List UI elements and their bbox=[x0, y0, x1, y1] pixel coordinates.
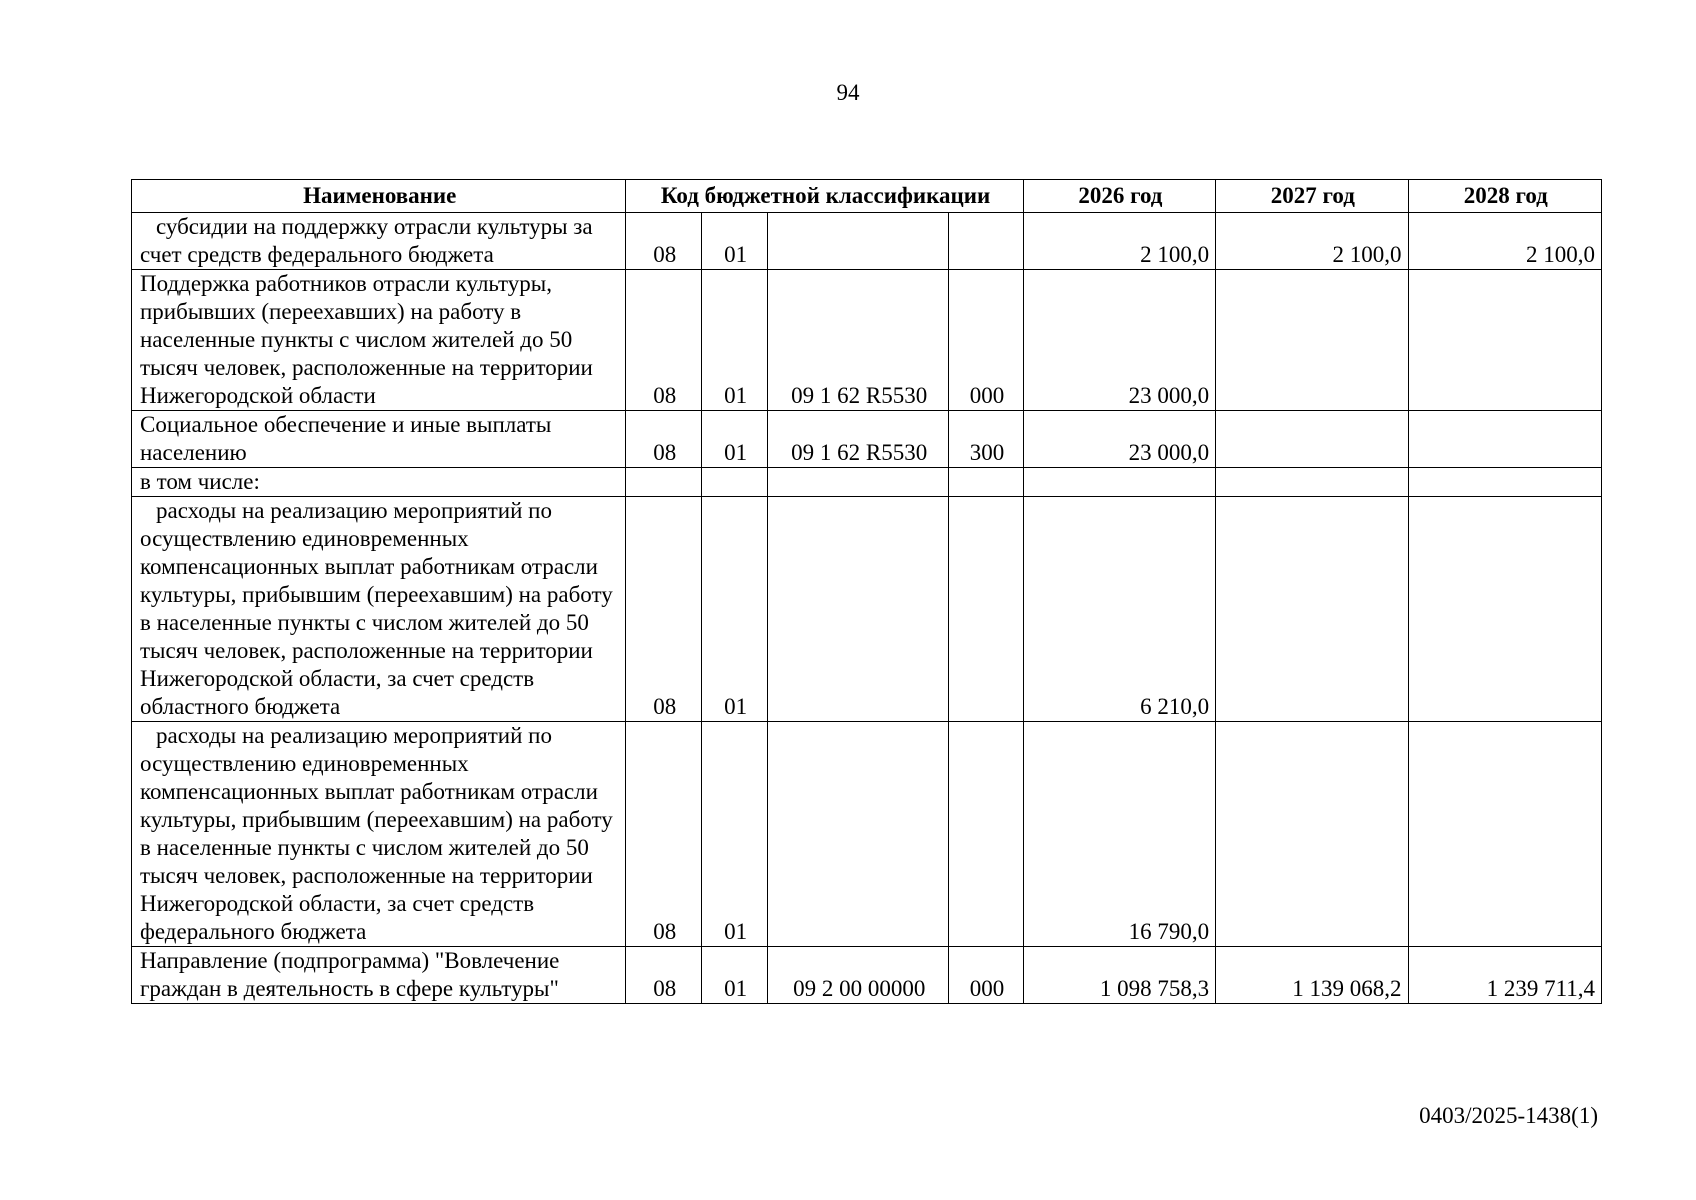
table-row bbox=[132, 411, 1602, 468]
cell-subsection bbox=[701, 468, 767, 497]
cell-target bbox=[768, 497, 949, 722]
header-2026: 2026 год bbox=[1023, 180, 1215, 213]
cell-subsection: 01 bbox=[701, 411, 767, 468]
cell-2026: 23 000,0 bbox=[1023, 411, 1215, 468]
table-row bbox=[132, 722, 1602, 947]
cell-subsection: 01 bbox=[701, 270, 767, 411]
cell-expense: 000 bbox=[949, 947, 1023, 1004]
cell-2026: 1 098 758,3 bbox=[1023, 947, 1215, 1004]
table-row bbox=[132, 947, 1602, 1004]
cell-subsection: 01 bbox=[701, 947, 767, 1004]
cell-target: 09 1 62 R5530 bbox=[768, 270, 949, 411]
table-row bbox=[132, 213, 1602, 270]
cell-2027: 2 100,0 bbox=[1216, 213, 1408, 270]
cell-2028 bbox=[1408, 468, 1602, 497]
cell-2027: 1 139 068,2 bbox=[1216, 947, 1408, 1004]
cell-name: субсидии на поддержку отрасли культуры за счет средств федерального бюджета bbox=[132, 213, 626, 270]
cell-name: Поддержка работников отрасли культуры, прибывших (переехавших) на работу в населенные пункты с числом жителей до 50 тысяч человек, расположенные на территории Нижегородской области bbox=[132, 270, 626, 411]
table-row bbox=[132, 468, 1602, 497]
cell-expense bbox=[949, 468, 1023, 497]
cell-2027 bbox=[1216, 411, 1408, 468]
cell-section: 08 bbox=[626, 722, 702, 947]
cell-2026: 6 210,0 bbox=[1023, 497, 1215, 722]
table-body bbox=[132, 213, 1602, 1004]
cell-2027 bbox=[1216, 468, 1408, 497]
cell-target bbox=[768, 722, 949, 947]
document-number: 0403/2025-1438(1) bbox=[1419, 1103, 1598, 1128]
cell-expense bbox=[949, 213, 1023, 270]
cell-name: расходы на реализацию мероприятий по осуществлению единовременных компенсационных выплат работникам отрасли культуры, прибывшим (переехавшим) на работу в населенные пункты с числом жителей до 50 тысяч человек, расположенные на территории Нижегородской области, за счет средств федерального бюджета bbox=[132, 722, 626, 947]
cell-expense: 000 bbox=[949, 270, 1023, 411]
cell-expense bbox=[949, 497, 1023, 722]
cell-2028: 2 100,0 bbox=[1408, 213, 1602, 270]
cell-2027 bbox=[1216, 722, 1408, 947]
cell-expense bbox=[949, 722, 1023, 947]
table-row bbox=[132, 270, 1602, 411]
cell-section: 08 bbox=[626, 270, 702, 411]
cell-2026: 16 790,0 bbox=[1023, 722, 1215, 947]
cell-subsection: 01 bbox=[701, 497, 767, 722]
cell-2028 bbox=[1408, 497, 1602, 722]
cell-subsection: 01 bbox=[701, 722, 767, 947]
cell-2026: 23 000,0 bbox=[1023, 270, 1215, 411]
cell-2027 bbox=[1216, 270, 1408, 411]
cell-section: 08 bbox=[626, 947, 702, 1004]
cell-target bbox=[768, 468, 949, 497]
header-2028: 2028 год bbox=[1408, 180, 1602, 213]
header-2027: 2027 год bbox=[1216, 180, 1408, 213]
cell-target: 09 1 62 R5530 bbox=[768, 411, 949, 468]
cell-expense: 300 bbox=[949, 411, 1023, 468]
cell-2027 bbox=[1216, 497, 1408, 722]
cell-2028 bbox=[1408, 270, 1602, 411]
cell-target: 09 2 00 00000 bbox=[768, 947, 949, 1004]
header-name: Наименование bbox=[132, 180, 626, 213]
cell-section bbox=[626, 468, 702, 497]
cell-section: 08 bbox=[626, 497, 702, 722]
cell-2028 bbox=[1408, 411, 1602, 468]
cell-2026: 2 100,0 bbox=[1023, 213, 1215, 270]
cell-subsection: 01 bbox=[701, 213, 767, 270]
cell-name: Социальное обеспечение и иные выплаты населению bbox=[132, 411, 626, 468]
cell-target bbox=[768, 213, 949, 270]
cell-2028: 1 239 711,4 bbox=[1408, 947, 1602, 1004]
page-number: 94 bbox=[836, 80, 860, 105]
budget-table bbox=[131, 179, 1602, 1004]
cell-2028 bbox=[1408, 722, 1602, 947]
cell-section: 08 bbox=[626, 411, 702, 468]
cell-section: 08 bbox=[626, 213, 702, 270]
cell-name: Направление (подпрограмма) "Вовлечение граждан в деятельность в сфере культуры" bbox=[132, 947, 626, 1004]
cell-2026 bbox=[1023, 468, 1215, 497]
table-header-row bbox=[132, 180, 1602, 213]
cell-name: расходы на реализацию мероприятий по осуществлению единовременных компенсационных выплат работникам отрасли культуры, прибывшим (переехавшим) на работу в населенные пункты с числом жителей до 50 тысяч человек, расположенные на территории Нижегородской области, за счет средств областного бюджета bbox=[132, 497, 626, 722]
table-row bbox=[132, 497, 1602, 722]
header-code: Код бюджетной классификации bbox=[626, 180, 1023, 213]
cell-name: в том числе: bbox=[132, 468, 626, 497]
